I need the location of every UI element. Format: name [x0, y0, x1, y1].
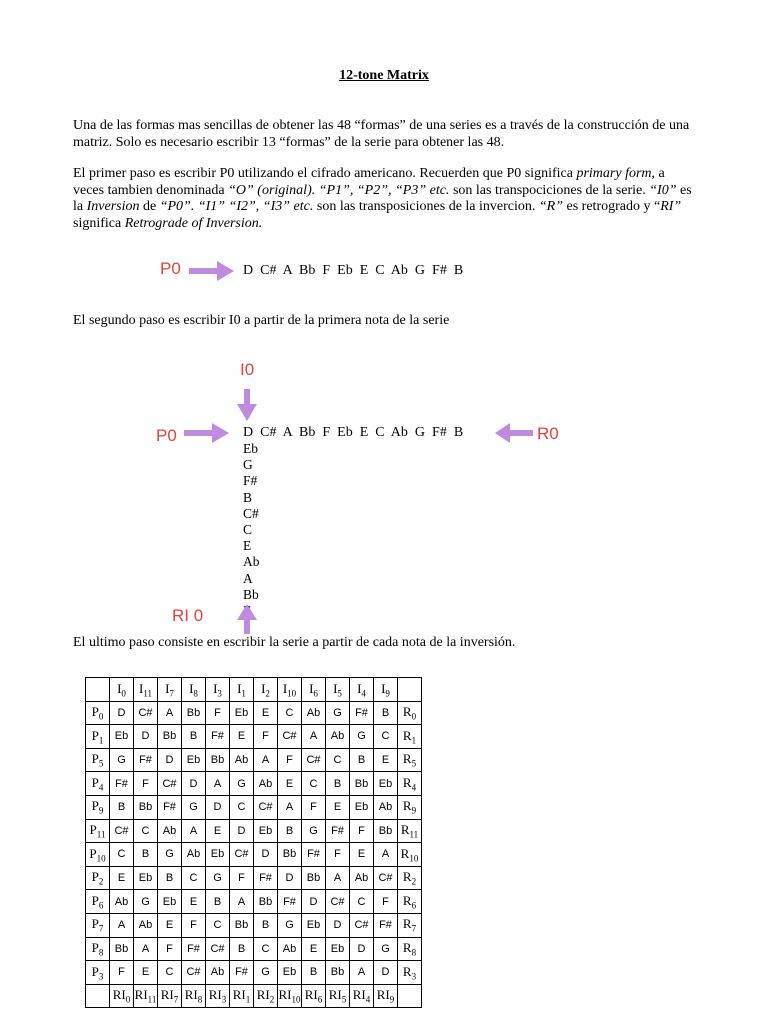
retrograde-label: $R_3$ [398, 961, 422, 985]
matrix-cell: F# [302, 843, 326, 867]
matrix-cell: E [182, 890, 206, 914]
matrix-cell: C [374, 725, 398, 749]
matrix-cell: F# [182, 937, 206, 961]
inversion-header: $I_0$ [110, 678, 134, 702]
inversion-note: Ab [243, 554, 260, 570]
matrix-cell: E [302, 937, 326, 961]
p0-label: P0 [160, 259, 181, 278]
matrix-cell: D [230, 819, 254, 843]
matrix-cell: Ab [110, 890, 134, 914]
retrograde-label: $R_0$ [398, 701, 422, 725]
matrix-cell: Eb [374, 772, 398, 796]
matrix-cell: E [326, 795, 350, 819]
retrograde-label: $R_4$ [398, 772, 422, 796]
table-row [86, 843, 422, 867]
matrix-cell: G [350, 725, 374, 749]
retrograde-label: $R_8$ [398, 937, 422, 961]
retrograde-label: $R_7$ [398, 913, 422, 937]
prime-label: $P_2$ [86, 866, 110, 890]
matrix-cell: F# [374, 913, 398, 937]
table-row [86, 725, 422, 749]
matrix-cell: D [302, 890, 326, 914]
matrix-cell: D [374, 961, 398, 985]
matrix-cell: F [134, 772, 158, 796]
matrix-cell: A [134, 937, 158, 961]
matrix-cell: D [350, 937, 374, 961]
matrix-cell: F# [206, 725, 230, 749]
matrix-cell: Bb [326, 961, 350, 985]
inversion-header: $I_6$ [302, 678, 326, 702]
matrix-cell: Bb [206, 748, 230, 772]
prime-label: $P_7$ [86, 913, 110, 937]
table-row [86, 701, 422, 725]
matrix-cell: Bb [182, 701, 206, 725]
retrograde-inversion-header: $RI_0$ [110, 984, 134, 1008]
matrix-cell: F [254, 725, 278, 749]
matrix-cell: C# [206, 937, 230, 961]
retrograde-label: $R_9$ [398, 795, 422, 819]
matrix-cell: Bb [278, 843, 302, 867]
matrix-cell: B [230, 937, 254, 961]
matrix-cell: B [158, 866, 182, 890]
p0-label-2: P0 [156, 426, 177, 445]
matrix-cell: Ab [158, 819, 182, 843]
matrix-cell: Bb [230, 913, 254, 937]
matrix-cell: E [134, 961, 158, 985]
retrograde-inversion-header: $RI_{11}$ [134, 984, 158, 1008]
matrix-cell: Ab [326, 725, 350, 749]
right-arrow-icon [183, 422, 231, 444]
matrix-cell: F [182, 913, 206, 937]
matrix-cell: E [158, 913, 182, 937]
matrix-cell: F [230, 866, 254, 890]
retrograde-inversion-header: $RI_4$ [350, 984, 374, 1008]
right-arrow-icon [188, 260, 236, 282]
table-row [86, 890, 422, 914]
matrix-corner [86, 984, 110, 1008]
i0-label: I0 [240, 360, 255, 379]
matrix-corner [398, 984, 422, 1008]
matrix-cell: G [254, 961, 278, 985]
matrix-cell: Bb [134, 795, 158, 819]
matrix-cell: G [134, 890, 158, 914]
tone-matrix [85, 677, 422, 1008]
matrix-cell: Eb [230, 701, 254, 725]
matrix-cell: A [182, 819, 206, 843]
prime-label: $P_8$ [86, 937, 110, 961]
prime-label: $P_1$ [86, 725, 110, 749]
matrix-cell: F [326, 843, 350, 867]
inversion-note: Bb [243, 586, 259, 602]
matrix-cell: Eb [278, 961, 302, 985]
matrix-cell: C [350, 890, 374, 914]
matrix-cell: Ab [230, 748, 254, 772]
matrix-cell: A [230, 890, 254, 914]
ri0-label: RI 0 [172, 606, 204, 625]
matrix-cell: B [134, 843, 158, 867]
matrix-cell: A [110, 913, 134, 937]
matrix-cell: B [110, 795, 134, 819]
matrix-cell: C# [230, 843, 254, 867]
matrix-cell: C# [110, 819, 134, 843]
prime-label: $P_3$ [86, 961, 110, 985]
page-title: 12-tone Matrix [339, 68, 429, 83]
matrix-cell: G [278, 913, 302, 937]
matrix-cell: F [350, 819, 374, 843]
retrograde-inversion-header: $RI_5$ [326, 984, 350, 1008]
matrix-cell: B [182, 725, 206, 749]
matrix-cell: F [302, 795, 326, 819]
retrograde-inversion-header: $RI_1$ [230, 984, 254, 1008]
matrix-cell: Ab [182, 843, 206, 867]
matrix-cell: Bb [350, 772, 374, 796]
matrix-cell: C [326, 748, 350, 772]
retrograde-label: $R_5$ [398, 748, 422, 772]
matrix-cell: Eb [110, 725, 134, 749]
inversion-header: $I_4$ [350, 678, 374, 702]
matrix-cell: C# [134, 701, 158, 725]
left-arrow-icon [494, 422, 534, 444]
matrix-cell: B [254, 913, 278, 937]
r0-label: R0 [537, 424, 559, 443]
matrix-cell: Bb [302, 866, 326, 890]
matrix-cell: A [302, 725, 326, 749]
matrix-cell: Ab [302, 701, 326, 725]
table-row [86, 913, 422, 937]
matrix-cell: F [206, 701, 230, 725]
inversion-note: Eb [243, 441, 258, 456]
matrix-cell: C# [350, 913, 374, 937]
down-arrow-icon [236, 388, 258, 422]
matrix-cell: Ab [278, 937, 302, 961]
matrix-cell: Eb [158, 890, 182, 914]
retrograde-inversion-header: $RI_9$ [374, 984, 398, 1008]
table-row [86, 819, 422, 843]
matrix-cell: F# [278, 890, 302, 914]
matrix-cell: A [374, 843, 398, 867]
inversion-note: G [243, 457, 253, 473]
matrix-cell: G [302, 819, 326, 843]
matrix-cell: Eb [182, 748, 206, 772]
prime-label: $P_4$ [86, 772, 110, 796]
matrix-cell: D [206, 795, 230, 819]
matrix-cell: F [110, 961, 134, 985]
matrix-cell: C# [278, 725, 302, 749]
matrix-cell: G [206, 866, 230, 890]
matrix-footer-row [86, 984, 422, 1008]
matrix-cell: G [374, 937, 398, 961]
prime-label: $P_{10}$ [86, 843, 110, 867]
matrix-cell: D [110, 701, 134, 725]
step3-paragraph: El ultimo paso consiste en escribir la serie a partir de cada nota de la inversión. [73, 635, 516, 650]
matrix-cell: A [158, 701, 182, 725]
matrix-cell: C [254, 937, 278, 961]
matrix-cell: F# [158, 795, 182, 819]
matrix-cell: F# [254, 866, 278, 890]
matrix-cell: B [326, 772, 350, 796]
matrix-cell: E [350, 843, 374, 867]
inversion-header: $I_{10}$ [278, 678, 302, 702]
intro-paragraph: Una de las formas mas sencillas de obtener las 48 “formas” de una series es a través de la construcción de una matriz. Solo es necesario escribir 13 “formas” de la serie para obtener las 48. [73, 118, 690, 150]
matrix-cell: B [374, 701, 398, 725]
matrix-cell: B [206, 890, 230, 914]
up-arrow-icon [236, 603, 258, 635]
inversion-header: $I_9$ [374, 678, 398, 702]
retrograde-label: $R_2$ [398, 866, 422, 890]
matrix-cell: A [206, 772, 230, 796]
matrix-cell: F [374, 890, 398, 914]
matrix-cell: C [206, 913, 230, 937]
step1-paragraph: El primer paso es escribir P0 utilizando el cifrado americano. Recuerden que P0 significa primary form, a veces tambien denominada “O” (original). “P1”, “P2”, “P3” etc. son las transpociciones de la serie. “I0” es la Inversion de “P0”. “I1” “I2”, “I3” etc. son las transposiciones de la invercion. “R” es retrogrado y “RI” significa Retrograde of Inversion. [73, 166, 692, 231]
matrix-cell: F# [326, 819, 350, 843]
matrix-cell: A [326, 866, 350, 890]
matrix-cell: F [278, 748, 302, 772]
matrix-cell: D [182, 772, 206, 796]
matrix-cell: C [110, 843, 134, 867]
retrograde-label: $R_6$ [398, 890, 422, 914]
matrix-cell: Ab [254, 772, 278, 796]
matrix-cell: C [182, 866, 206, 890]
matrix-cell: G [326, 701, 350, 725]
p0-series-2: D C# A Bb F Eb E C Ab G F# B [243, 425, 464, 440]
inversion-header: $I_2$ [254, 678, 278, 702]
matrix-cell: E [230, 725, 254, 749]
matrix-cell: B [278, 819, 302, 843]
inversion-note: B [243, 489, 253, 505]
table-row [86, 866, 422, 890]
retrograde-inversion-header: $RI_7$ [158, 984, 182, 1008]
inversion-note: E [243, 538, 252, 554]
matrix-cell: Eb [254, 819, 278, 843]
inversion-note: F# [243, 473, 258, 489]
table-row [86, 795, 422, 819]
table-row [86, 961, 422, 985]
matrix-cell: Eb [134, 866, 158, 890]
retrograde-inversion-header: $RI_2$ [254, 984, 278, 1008]
matrix-cell: E [278, 772, 302, 796]
step2-paragraph: El segundo paso es escribir I0 a partir de la primera nota de la serie [73, 313, 450, 328]
matrix-cell: F# [110, 772, 134, 796]
matrix-cell: Bb [374, 819, 398, 843]
matrix-cell: F [158, 937, 182, 961]
matrix-cell: B [302, 961, 326, 985]
inversion-note: C# [243, 505, 259, 521]
matrix-cell: C [230, 795, 254, 819]
matrix-cell: Ab [374, 795, 398, 819]
matrix-cell: D [254, 843, 278, 867]
matrix-cell: C [302, 772, 326, 796]
matrix-cell: E [374, 748, 398, 772]
matrix-cell: Ab [206, 961, 230, 985]
inversion-header: $I_{11}$ [134, 678, 158, 702]
matrix-cell: E [110, 866, 134, 890]
inversion-header: $I_5$ [326, 678, 350, 702]
matrix-cell: G [230, 772, 254, 796]
p0-series: D C# A Bb F Eb E C Ab G F# B [243, 263, 464, 278]
matrix-cell: E [254, 701, 278, 725]
matrix-cell: G [182, 795, 206, 819]
prime-label: $P_5$ [86, 748, 110, 772]
inversion-header: $I_8$ [182, 678, 206, 702]
inversion-header: $I_3$ [206, 678, 230, 702]
matrix-cell: Eb [302, 913, 326, 937]
matrix-cell: D [326, 913, 350, 937]
matrix-cell: A [278, 795, 302, 819]
matrix-cell: B [350, 748, 374, 772]
inversion-header: $I_7$ [158, 678, 182, 702]
prime-label: $P_{11}$ [86, 819, 110, 843]
matrix-cell: Ab [350, 866, 374, 890]
inversion-note: C [243, 522, 253, 538]
prime-label: $P_0$ [86, 701, 110, 725]
matrix-cell: D [278, 866, 302, 890]
table-row [86, 937, 422, 961]
matrix-cell: Bb [158, 725, 182, 749]
matrix-cell: Bb [110, 937, 134, 961]
matrix-cell: C [158, 961, 182, 985]
matrix-cell: C# [158, 772, 182, 796]
matrix-cell: C# [326, 890, 350, 914]
matrix-corner [86, 678, 110, 702]
retrograde-inversion-header: $RI_{10}$ [278, 984, 302, 1008]
matrix-cell: C# [254, 795, 278, 819]
retrograde-inversion-header: $RI_8$ [182, 984, 206, 1008]
matrix-cell: Bb [254, 890, 278, 914]
inversion-header: $I_1$ [230, 678, 254, 702]
prime-label: $P_6$ [86, 890, 110, 914]
matrix-cell: C# [374, 866, 398, 890]
matrix-cell: Eb [206, 843, 230, 867]
retrograde-label: $R_{10}$ [398, 843, 422, 867]
table-row [86, 748, 422, 772]
matrix-corner [398, 678, 422, 702]
prime-label: $P_9$ [86, 795, 110, 819]
matrix-cell: C# [302, 748, 326, 772]
matrix-cell: F# [134, 748, 158, 772]
table-row [86, 772, 422, 796]
matrix-cell: A [350, 961, 374, 985]
matrix-cell: Eb [326, 937, 350, 961]
matrix-cell: F# [350, 701, 374, 725]
matrix-cell: C# [182, 961, 206, 985]
matrix-cell: C [134, 819, 158, 843]
retrograde-label: $R_1$ [398, 725, 422, 749]
matrix-cell: Eb [350, 795, 374, 819]
matrix-cell: G [158, 843, 182, 867]
retrograde-inversion-header: $RI_3$ [206, 984, 230, 1008]
inversion-note: A [243, 570, 253, 586]
matrix-header-row [86, 678, 422, 702]
matrix-cell: C [278, 701, 302, 725]
matrix-cell: A [254, 748, 278, 772]
inversion-column [243, 441, 260, 619]
retrograde-label: $R_{11}$ [398, 819, 422, 843]
matrix-cell: D [158, 748, 182, 772]
matrix-cell: F# [230, 961, 254, 985]
matrix-cell: Ab [134, 913, 158, 937]
matrix-cell: D [134, 725, 158, 749]
retrograde-inversion-header: $RI_6$ [302, 984, 326, 1008]
matrix-cell: E [206, 819, 230, 843]
matrix-cell: G [110, 748, 134, 772]
